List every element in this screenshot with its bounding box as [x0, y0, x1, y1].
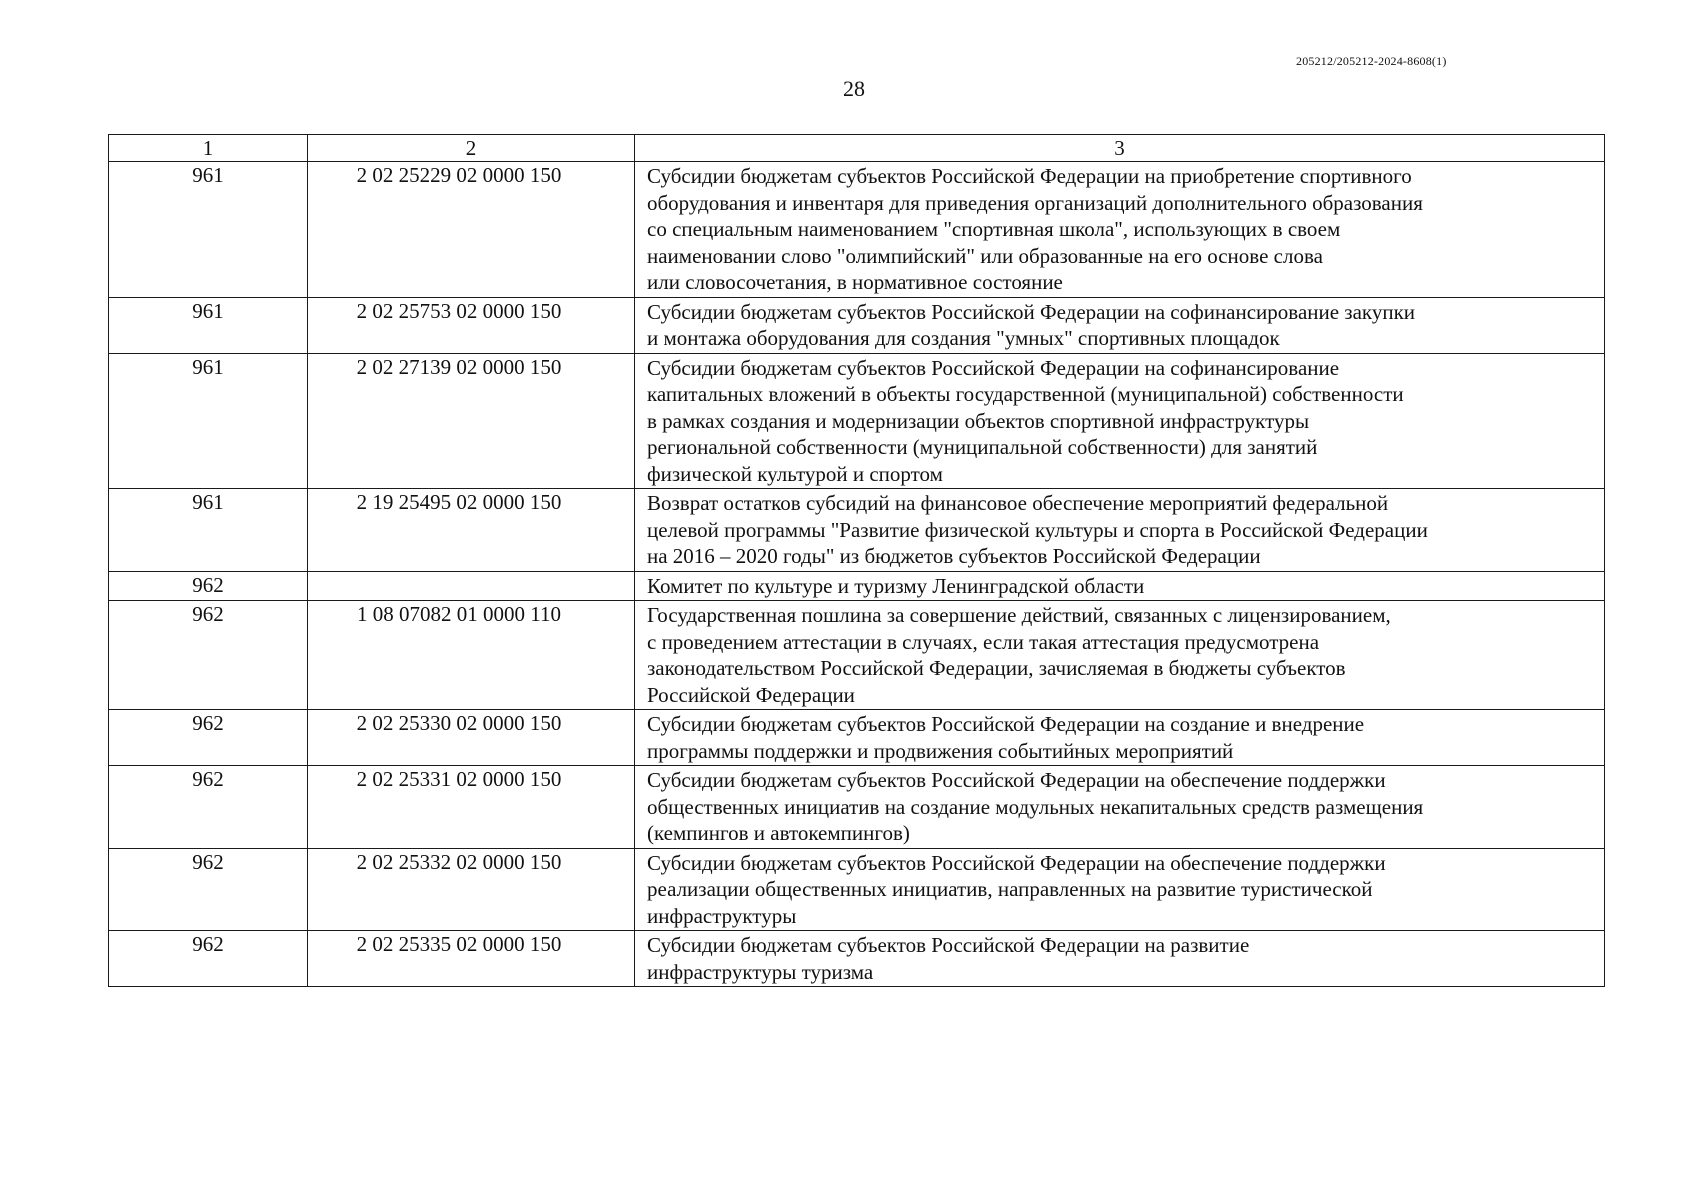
- revenue-code-cell: 2 19 25495 02 0000 150: [308, 489, 635, 572]
- description-line: Российской Федерации: [647, 682, 855, 707]
- table-body: [109, 162, 1605, 987]
- document-id: 205212/205212-2024-8608(1): [1296, 54, 1447, 68]
- admin-code-cell: 962: [109, 710, 308, 766]
- revenue-codes-table: [108, 134, 1605, 987]
- description-line: Субсидии бюджетам субъектов Российской Федерации на обеспечение поддержки: [647, 768, 1386, 792]
- description-cell: [635, 297, 1605, 353]
- description-line: физической культурой и спортом: [647, 461, 943, 486]
- admin-code-cell: 962: [109, 848, 308, 931]
- admin-code-cell: 962: [109, 931, 308, 987]
- revenue-code-cell: 2 02 25753 02 0000 150: [308, 297, 635, 353]
- table-row: [109, 571, 1605, 601]
- header-row: [109, 135, 1605, 162]
- table-row: [109, 489, 1605, 572]
- admin-code-cell: 962: [109, 571, 308, 601]
- description-cell: [635, 353, 1605, 489]
- description-line: Субсидии бюджетам субъектов Российской Федерации на развитие: [647, 933, 1250, 957]
- revenue-code-cell: 2 02 25335 02 0000 150: [308, 931, 635, 987]
- revenue-code-cell: 2 02 27139 02 0000 150: [308, 353, 635, 489]
- description-line: со специальным наименованием "спортивная школа", использующих в своем: [647, 217, 1341, 241]
- description-line: инфраструктуры: [647, 903, 797, 928]
- description-line: (кемпингов и автокемпингов): [647, 821, 910, 845]
- description-line: Субсидии бюджетам субъектов Российской Федерации на софинансирование: [647, 355, 1340, 380]
- description-line: с проведением аттестации в случаях, если такая аттестация предусмотрена: [647, 629, 1320, 654]
- admin-code-cell: 961: [109, 353, 308, 489]
- revenue-codes-table-container: [108, 134, 1604, 987]
- description-line: Субсидии бюджетам субъектов Российской Федерации на приобретение спортивного: [647, 164, 1412, 188]
- description-line: наименовании слово "олимпийский" или образованные на его основе слова: [647, 243, 1323, 268]
- admin-code-cell: 962: [109, 766, 308, 849]
- table-row: [109, 297, 1605, 353]
- table-row: [109, 710, 1605, 766]
- description-cell: [635, 489, 1605, 572]
- table-header: [109, 135, 1605, 162]
- description-line: Комитет по культуре и туризму Ленинградской области: [647, 573, 1145, 598]
- column-header-2: 2: [308, 135, 635, 162]
- admin-code-cell: 961: [109, 489, 308, 572]
- description-cell: [635, 601, 1605, 710]
- description-cell: [635, 162, 1605, 298]
- description-cell: [635, 766, 1605, 849]
- description-cell: [635, 571, 1605, 601]
- description-line: на 2016 – 2020 годы" из бюджетов субъектов Российской Федерации: [647, 544, 1261, 568]
- description-cell: [635, 931, 1605, 987]
- table-row: [109, 353, 1605, 489]
- description-line: Возврат остатков субсидий на финансовое обеспечение мероприятий федеральной: [647, 491, 1389, 515]
- page-number: 28: [843, 76, 865, 101]
- description-line: законодательством Российской Федерации, зачисляемая в бюджеты субъектов: [647, 656, 1346, 680]
- description-line: Субсидии бюджетам субъектов Российской Федерации на софинансирование закупки: [647, 299, 1416, 324]
- description-line: Государственная пошлина за совершение действий, связанных с лицензированием,: [647, 603, 1391, 627]
- table-row: [109, 601, 1605, 710]
- description-line: в рамках создания и модернизации объектов спортивной инфраструктуры: [647, 408, 1310, 433]
- admin-code-cell: 962: [109, 601, 308, 710]
- table-row: [109, 162, 1605, 298]
- column-header-1: 1: [109, 135, 308, 162]
- description-line: оборудования и инвентаря для приведения организаций дополнительного образования: [647, 190, 1423, 215]
- description-line: региональной собственности (муниципальной собственности) для занятий: [647, 435, 1318, 459]
- description-line: Субсидии бюджетам субъектов Российской Федерации на создание и внедрение: [647, 712, 1365, 736]
- description-line: Субсидии бюджетам субъектов Российской Федерации на обеспечение поддержки: [647, 850, 1386, 875]
- description-line: программы поддержки и продвижения событийных мероприятий: [647, 738, 1234, 763]
- table-row: [109, 931, 1605, 987]
- description-line: целевой программы "Развитие физической культуры и спорта в Российской Федерации: [647, 517, 1428, 542]
- revenue-code-cell: 2 02 25330 02 0000 150: [308, 710, 635, 766]
- description-line: или словосочетания, в нормативное состояние: [647, 270, 1063, 294]
- description-line: реализации общественных инициатив, направленных на развитие туристической: [647, 877, 1373, 901]
- description-cell: [635, 848, 1605, 931]
- revenue-code-cell: 2 02 25229 02 0000 150: [308, 162, 635, 298]
- column-header-3: 3: [635, 135, 1605, 162]
- revenue-code-cell: [308, 571, 635, 601]
- admin-code-cell: 961: [109, 297, 308, 353]
- description-line: и монтажа оборудования для создания "умных" спортивных площадок: [647, 326, 1280, 350]
- description-line: общественных инициатив на создание модульных некапитальных средств размещения: [647, 794, 1424, 819]
- description-line: капитальных вложений в объекты государственной (муниципальной) собственности: [647, 382, 1404, 406]
- description-line: инфраструктуры туризма: [647, 959, 874, 984]
- revenue-code-cell: 2 02 25331 02 0000 150: [308, 766, 635, 849]
- revenue-code-cell: 1 08 07082 01 0000 110: [308, 601, 635, 710]
- revenue-code-cell: 2 02 25332 02 0000 150: [308, 848, 635, 931]
- admin-code-cell: 961: [109, 162, 308, 298]
- table-row: [109, 848, 1605, 931]
- table-row: [109, 766, 1605, 849]
- description-cell: [635, 710, 1605, 766]
